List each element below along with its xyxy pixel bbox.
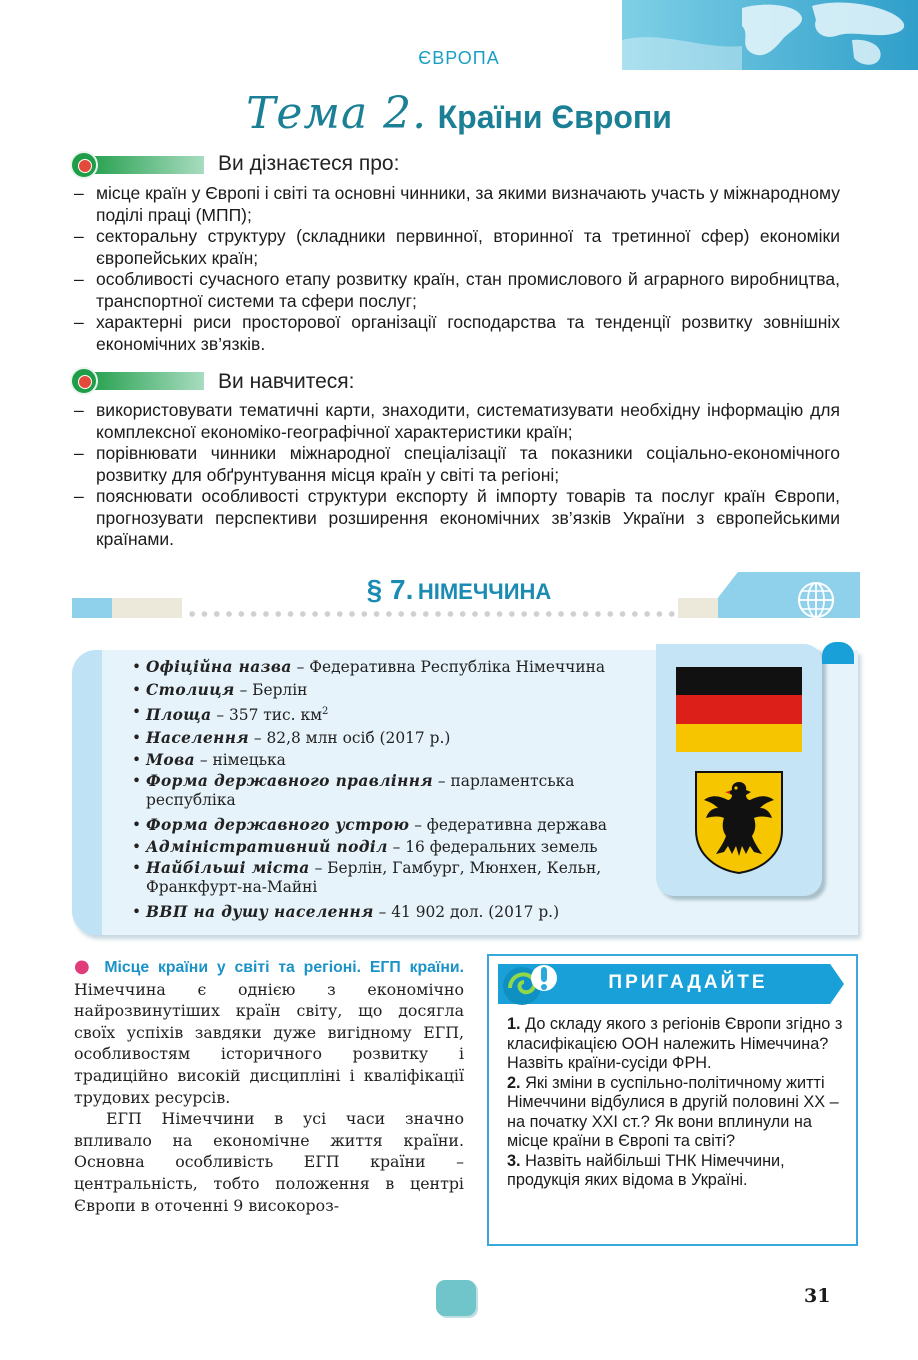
list-item: – секторальну структуру (складники первинної, вторинної та третинної сфер) економіки європейських країн; <box>72 226 840 269</box>
germany-flag <box>676 667 802 752</box>
skills-list <box>72 400 840 551</box>
list-item: – особливості сучасного етапу розвитку країн, стан промислового й аграрного виробництва, транспортної системи та сфери послуг; <box>72 269 840 312</box>
learn-heading: Ви дізнаєтеся про: <box>218 152 400 175</box>
main-text <box>74 956 464 1216</box>
skills-heading: Ви навчитеся: <box>218 370 355 393</box>
list-item: – використовувати тематичні карти, знаходити, систематизувати необхідну інформацію для комплексної економіко-географічної характеристики країн; <box>72 400 840 443</box>
page-tab-decoration <box>436 1280 476 1316</box>
remind-title: ПРИГАДАЙТЕ <box>608 972 768 993</box>
globe-icon <box>794 578 838 622</box>
paragraph: ● Місце країни у світі та регіоні. ЕГП країни. Німеччина є однією з економічно найрозвинутіших країн світу, що досягла своїх успіхів завдяки дуже вигідному ЕГП, особливостям історичного розвитку і традиційно високій дисципліні і кваліфікації трудових ресурсів. <box>74 956 464 1107</box>
coat-of-arms-eagle-icon <box>694 770 784 874</box>
list-item: – порівнювати чинники міжнародної спеціалізації та показники соціально-економічного розвитку для обґрунтування місця країн у світі та регіоні; <box>72 443 840 486</box>
question: 1. До складу якого з регіонів Європи згідно з класифікацією ООН належить Німеччина? Назвіть країни-сусіди ФРН. <box>507 1015 843 1072</box>
page-title <box>0 88 918 139</box>
fact-item: • ВВП на душу населення – 41 902 дол. (2017 р.) <box>132 901 632 924</box>
fact-item: • Мова – німецька <box>132 749 632 772</box>
section-marker-icon <box>70 151 204 179</box>
fact-item: • Форма державного устрою – федеративна держава <box>132 814 632 837</box>
running-head: ЄВРОПА <box>418 48 500 68</box>
fact-item: • Найбільші міста – Берлін, Гамбург, Мюнхен, Кельн, Франкфурт-на-Майні <box>132 859 632 898</box>
fact-item: • Площа – 357 тис. $км^2$ <box>132 701 632 727</box>
fact-item: • Форма державного правління – парламентська республіка <box>132 772 632 811</box>
learn-list <box>72 183 840 355</box>
bullet-icon: ● <box>74 956 105 977</box>
question: 3. Назвіть найбільші ТНК Німеччини, продукція яких відома в Україні. <box>507 1151 785 1189</box>
fact-item: • Населення – 82,8 млн осіб (2017 р.) <box>132 727 632 750</box>
dotted-divider <box>186 610 678 618</box>
title-text: Країни Європи <box>437 99 672 135</box>
list-item: – характерні риси просторової організації господарства та тенденції розвитку зовнішніх економічних зв’язків. <box>72 312 840 355</box>
paragraph: ЕГП Німеччини в усі часи значно впливало на економічне життя країни. Основна особливість ЕГП країни – центральність, тобто положення в центрі Європи в оточенні 9 високороз- <box>74 1109 464 1215</box>
tema-label: Тема 2. <box>246 88 428 139</box>
page-number: 31 <box>804 1285 831 1307</box>
remind-questions <box>507 1015 843 1191</box>
card-tab <box>822 642 854 664</box>
question: 2. Які зміни в суспільно-політичному житті Німеччини відбулися в другій половині XX – на початку XXI ст.? Як вони вплинули на місце країни в Європі та світі? <box>507 1073 839 1150</box>
subsection-lead: Місце країни у світі та регіоні. ЕГП країни. <box>104 959 464 976</box>
fact-item: • Столиця – Берлін <box>132 679 632 702</box>
flag-stripe-black <box>676 667 802 695</box>
list-item: – місце країн у Європі і світі та основні чинники, за якими визначають участь у міжнародному поділі праці (МПП); <box>72 183 840 226</box>
section-name: НІМЕЧЧИНА <box>417 579 552 604</box>
fact-item: • Адміністративний поділ – 16 федеральних земель <box>132 836 632 859</box>
flag-stripe-red <box>676 695 802 723</box>
remind-exclamation-icon <box>500 958 558 1008</box>
fact-item: • Офіційна назва – Федеративна Республіка Німеччина <box>132 656 632 679</box>
section-number: § 7. <box>366 574 414 605</box>
country-facts-list <box>132 656 632 923</box>
section-marker-icon <box>70 367 204 395</box>
flag-stripe-gold <box>676 724 802 752</box>
list-item: – пояснювати особливості структури експорту й імпорту товарів та послуг країн Європи, прогнозувати перспективи розширення економічних зв’язків України з європейськими країнами. <box>72 486 840 551</box>
section-title <box>0 574 918 606</box>
